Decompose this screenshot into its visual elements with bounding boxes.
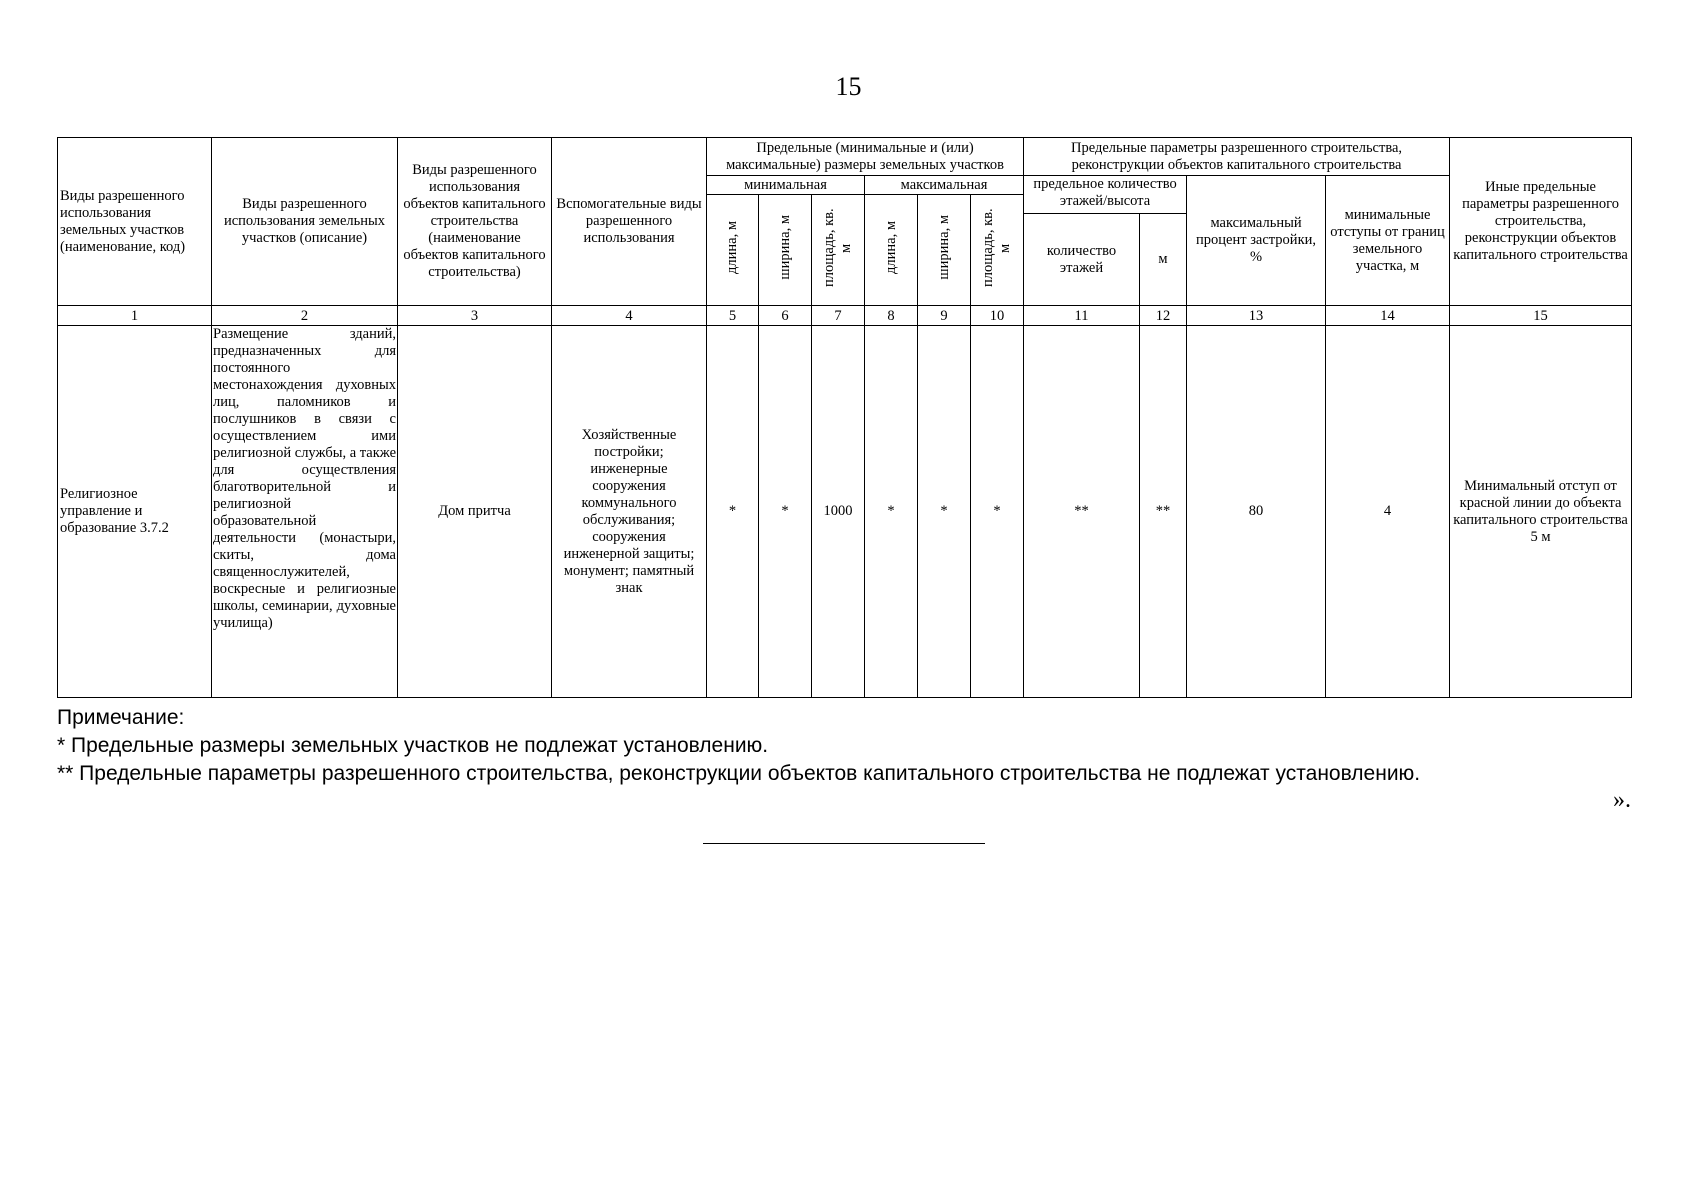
header-max-width: ширина, м [918,195,971,306]
header-auxiliary-use: Вспомогательные виды разрешенного использования [552,138,707,306]
header-min-setback: минимальные отступы от границ земельного участка, м [1326,176,1450,306]
end-rule-line [703,843,985,844]
header-plot-size-limits: Предельные (минимальные и (или) максимальные) размеры земельных участков [707,138,1024,176]
header-landuse-description: Виды разрешенного использования земельных участков (описание) [212,138,398,306]
cell-max-width: * [918,326,971,698]
land-use-table [57,137,1632,698]
column-number: 7 [812,306,865,326]
column-number: 13 [1187,306,1326,326]
cell-min-length: * [707,326,759,698]
header-landuse-code: Виды разрешенного использования земельных участков (наименование, код) [58,138,212,306]
header-max-length: длина, м [865,195,918,306]
header-max-percent: максимальный процент застройки, % [1187,176,1326,306]
cell-capital-construction-use: Дом притча [398,326,552,698]
header-min-length: длина, м [707,195,759,306]
header-floors-height: предельное количество этажей/высота [1024,176,1187,214]
table-row [58,326,1632,698]
cell-landuse-code: Религиозное управление и образование 3.7.2 [58,326,212,698]
column-number: 5 [707,306,759,326]
column-number: 10 [971,306,1024,326]
column-number: 4 [552,306,707,326]
note-asterisk: * Предельные размеры земельных участков не подлежат установлению. [57,734,769,757]
column-number-row [58,306,1632,326]
cell-floor-count: ** [1024,326,1140,698]
column-number: 14 [1326,306,1450,326]
header-construction-params: Предельные параметры разрешенного строительства, реконструкции объектов капитального строительства [1024,138,1450,176]
cell-height-meters: ** [1140,326,1187,698]
column-number: 11 [1024,306,1140,326]
column-number: 2 [212,306,398,326]
header-min-width: ширина, м [759,195,812,306]
header-other-params: Иные предельные параметры разрешенного строительства, реконструкции объектов капитального строительства [1450,138,1632,306]
column-number: 9 [918,306,971,326]
header-height-meters: м [1140,214,1187,306]
cell-max-percent: 80 [1187,326,1326,698]
header-capital-construction-use: Виды разрешенного использования объектов капитального строительства (наименование объектов капитального строительства) [398,138,552,306]
closing-quote-mark: ». [1613,787,1631,813]
cell-max-length: * [865,326,918,698]
notes-title: Примечание: [57,706,185,729]
column-number: 8 [865,306,918,326]
cell-auxiliary-use: Хозяйственные постройки; инженерные сооружения коммунального обслуживания; сооружения инженерной защиты; монумент; памятный знак [552,326,707,698]
header-floor-count: количество этажей [1024,214,1140,306]
cell-min-area: 1000 [812,326,865,698]
column-number: 3 [398,306,552,326]
cell-max-area: * [971,326,1024,698]
cell-min-width: * [759,326,812,698]
cell-min-setback: 4 [1326,326,1450,698]
header-max-area: площадь, кв. м [971,195,1024,306]
column-number: 1 [58,306,212,326]
header-min-area: площадь, кв. м [812,195,865,306]
column-number: 6 [759,306,812,326]
column-number: 15 [1450,306,1632,326]
header-minimal: минимальная [707,176,865,195]
column-number: 12 [1140,306,1187,326]
cell-other-params: Минимальный отступ от красной линии до объекта капитального строительства 5 м [1450,326,1632,698]
page-number: 15 [835,72,862,101]
header-maximal: максимальная [865,176,1024,195]
note-double-asterisk: ** Предельные параметры разрешенного строительства, реконструкции объектов капитального строительства не подлежат установлению. [57,762,1421,785]
cell-landuse-description: Размещение зданий, предназначенных для постоянного местонахождения духовных лиц, паломников и послушников в связи с осуществлением ими религиозной службы, а также для осуществления благотворительной и религиозной образовательной деятельности (монастыри, скиты, дома священнослужителей, воскресные и религиозные школы, семинарии, духовные училища) [212,326,398,698]
